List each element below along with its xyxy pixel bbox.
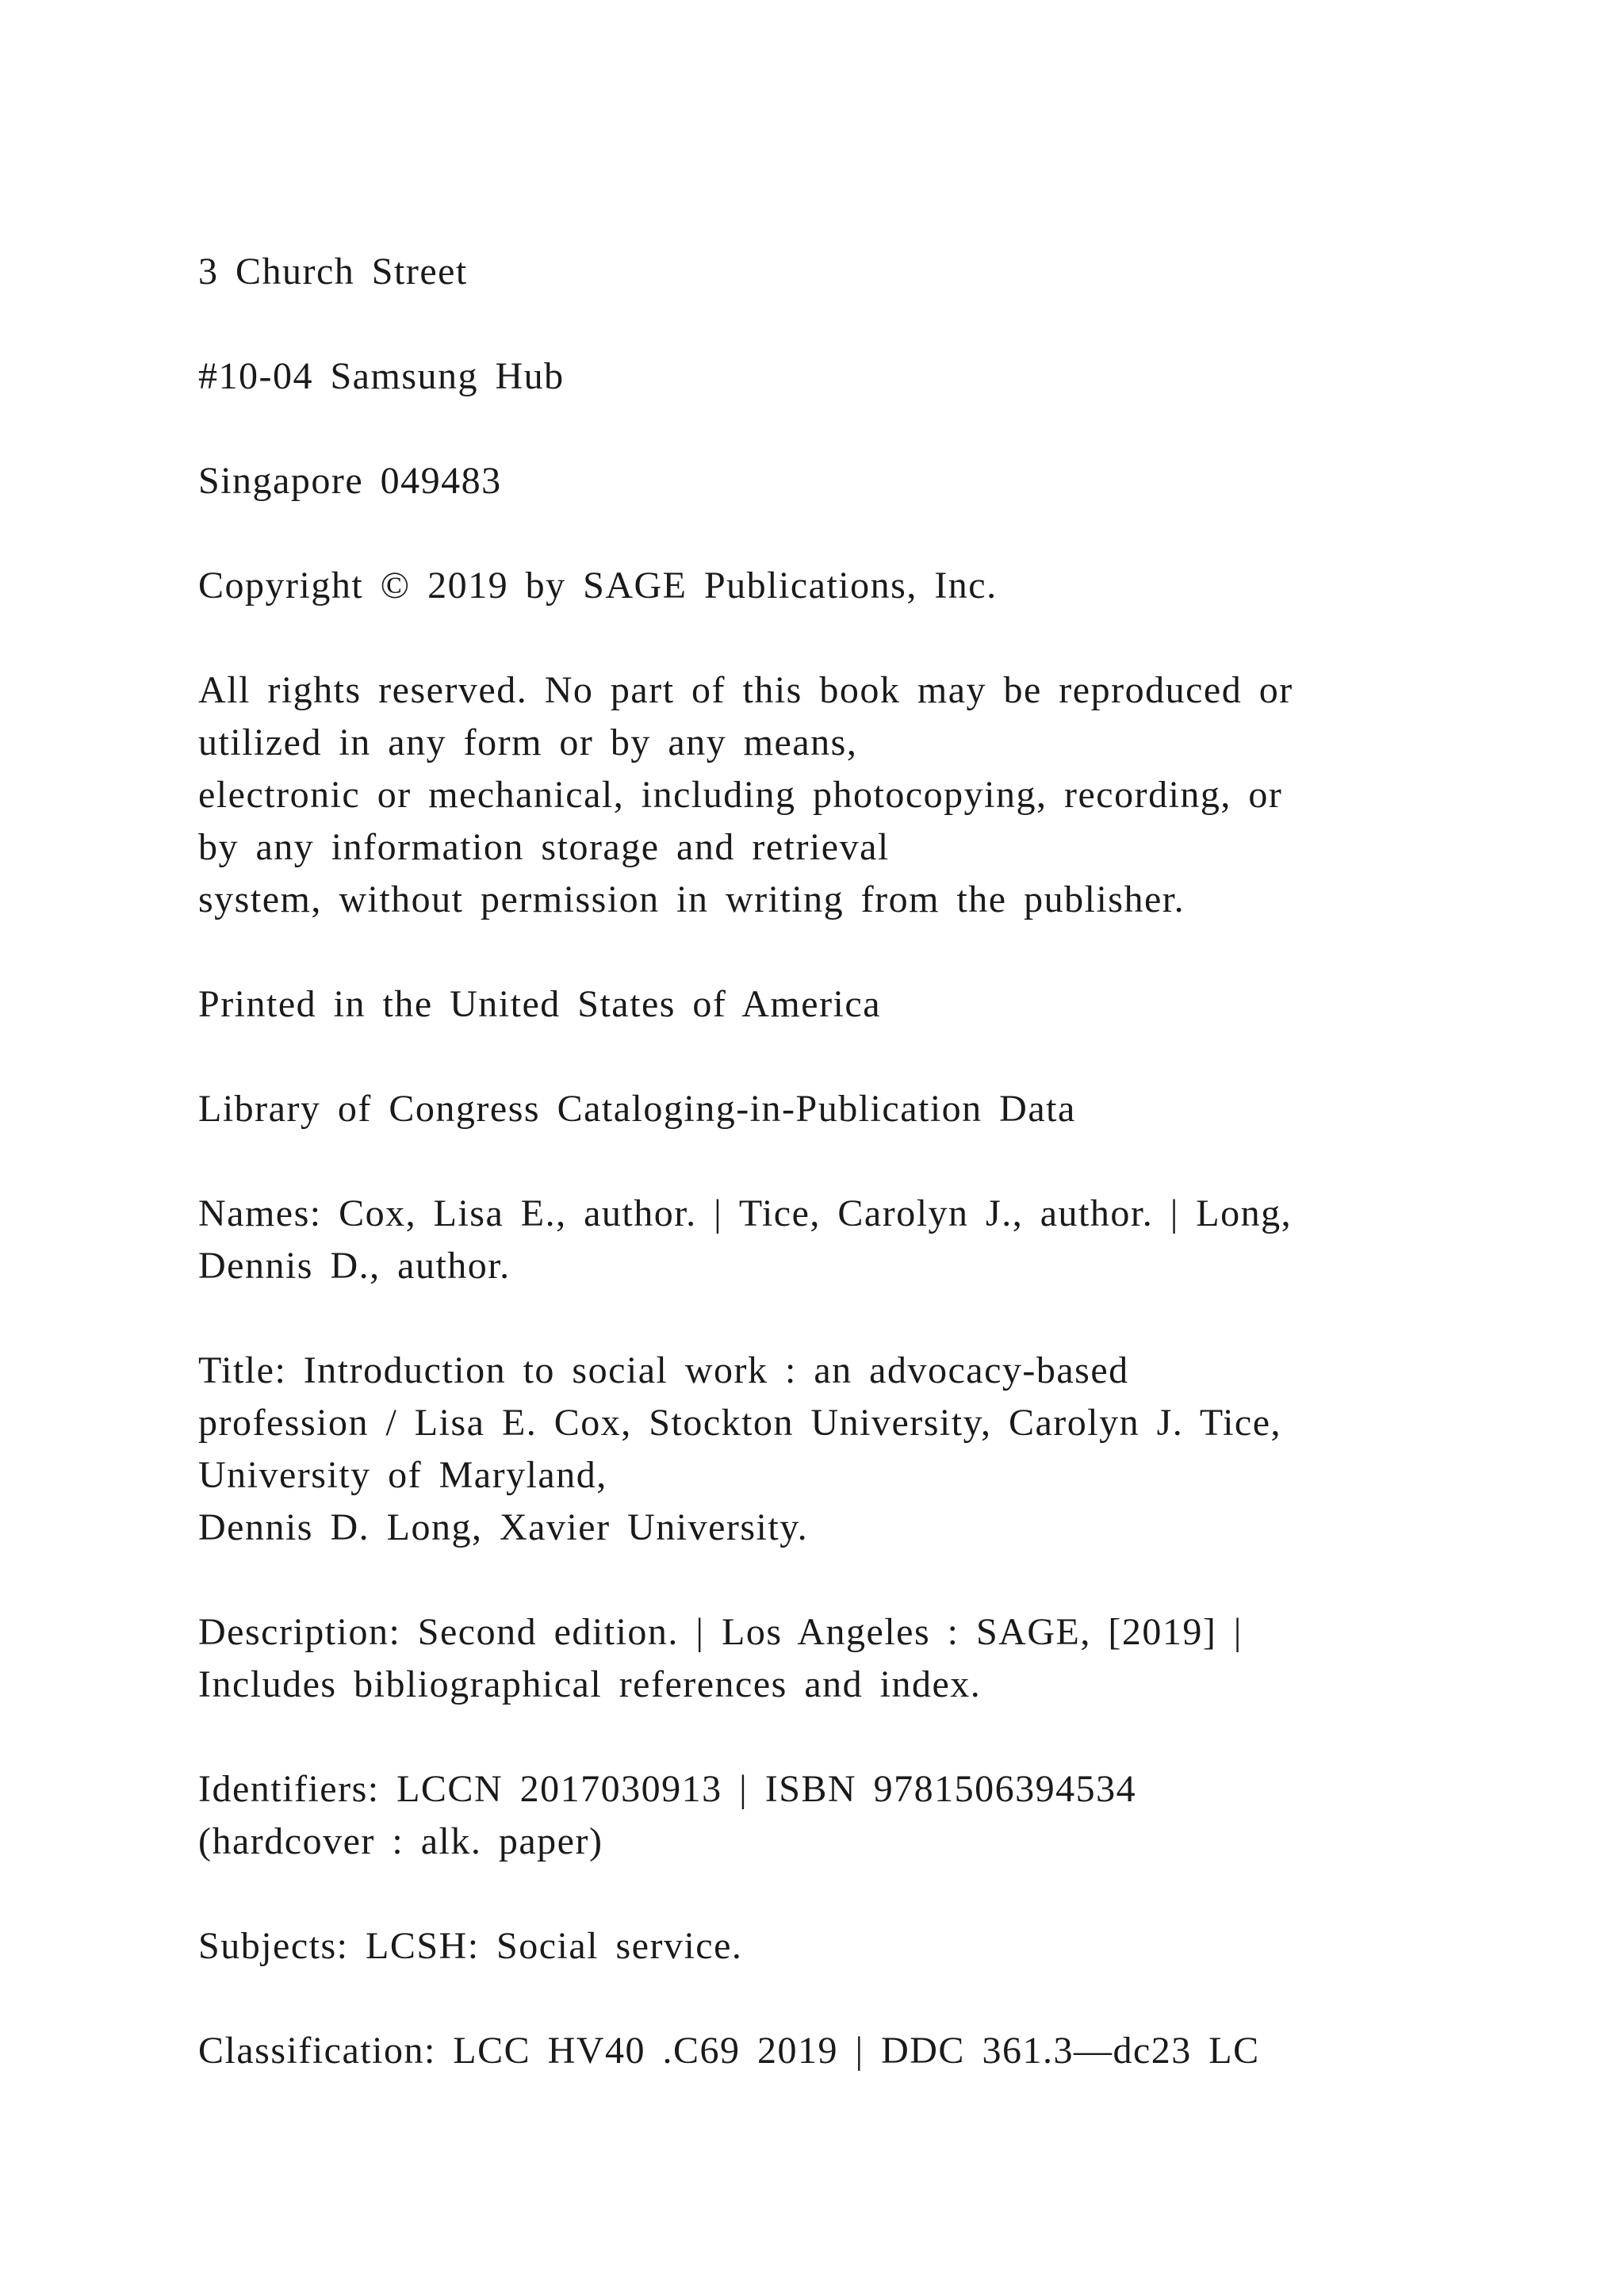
cip-description-line: Description: Second edition. | Los Angeles : SAGE, [2019] | [198, 1611, 1243, 1653]
rights-line: All rights reserved. No part of this book may be reproduced or [198, 669, 1293, 711]
cip-title-line: Dennis D. Long, Xavier University. [198, 1506, 809, 1548]
cip-names-line: Dennis D., author. [198, 1245, 511, 1287]
printed-notice [198, 978, 1435, 1031]
cip-title-line: Title: Introduction to social work : an advocacy-based [198, 1349, 1129, 1391]
cip-names [198, 1188, 1435, 1292]
cip-description [198, 1606, 1435, 1711]
cip-description-line: Includes bibliographical references and index. [198, 1663, 982, 1705]
rights-line: by any information storage and retrieval [198, 826, 890, 868]
cip-title [198, 1345, 1435, 1554]
rights-line: electronic or mechanical, including photocopying, recording, or [198, 774, 1283, 816]
cip-subjects [198, 1920, 1435, 1973]
copyright-page [198, 246, 1435, 2130]
address-city [198, 455, 1435, 507]
cip-heading-text: Library of Congress Cataloging-in-Publication Data [198, 1088, 1076, 1130]
cip-title-line: University of Maryland, [198, 1454, 607, 1496]
rights-line: utilized in any form or by any means, [198, 721, 858, 763]
address-unit [198, 350, 1435, 403]
cip-names-line: Names: Cox, Lisa E., author. | Tice, Carolyn J., author. | Long, [198, 1192, 1293, 1234]
address-street-text: 3 Church Street [198, 251, 468, 293]
rights-notice [198, 664, 1435, 926]
copyright-notice [198, 560, 1435, 612]
address-street [198, 246, 1435, 298]
cip-classification-text: Classification: LCC HV40 .C69 2019 | DDC 361.3—dc23 LC [198, 2030, 1260, 2072]
cip-identifiers-line: Identifiers: LCCN 2017030913 | ISBN 9781506394534 [198, 1768, 1137, 1810]
cip-classification [198, 2025, 1435, 2077]
printed-text: Printed in the United States of America [198, 983, 881, 1025]
copyright-text: Copyright © 2019 by SAGE Publications, Inc. [198, 564, 998, 607]
cip-heading [198, 1083, 1435, 1135]
cip-identifiers [198, 1763, 1435, 1868]
cip-identifiers-line: (hardcover : alk. paper) [198, 1820, 603, 1862]
address-city-text: Singapore 049483 [198, 460, 502, 502]
rights-line: system, without permission in writing from the publisher. [198, 878, 1185, 920]
cip-title-line: profession / Lisa E. Cox, Stockton University, Carolyn J. Tice, [198, 1402, 1282, 1444]
cip-subjects-text: Subjects: LCSH: Social service. [198, 1925, 743, 1967]
address-unit-text: #10-04 Samsung Hub [198, 355, 565, 397]
